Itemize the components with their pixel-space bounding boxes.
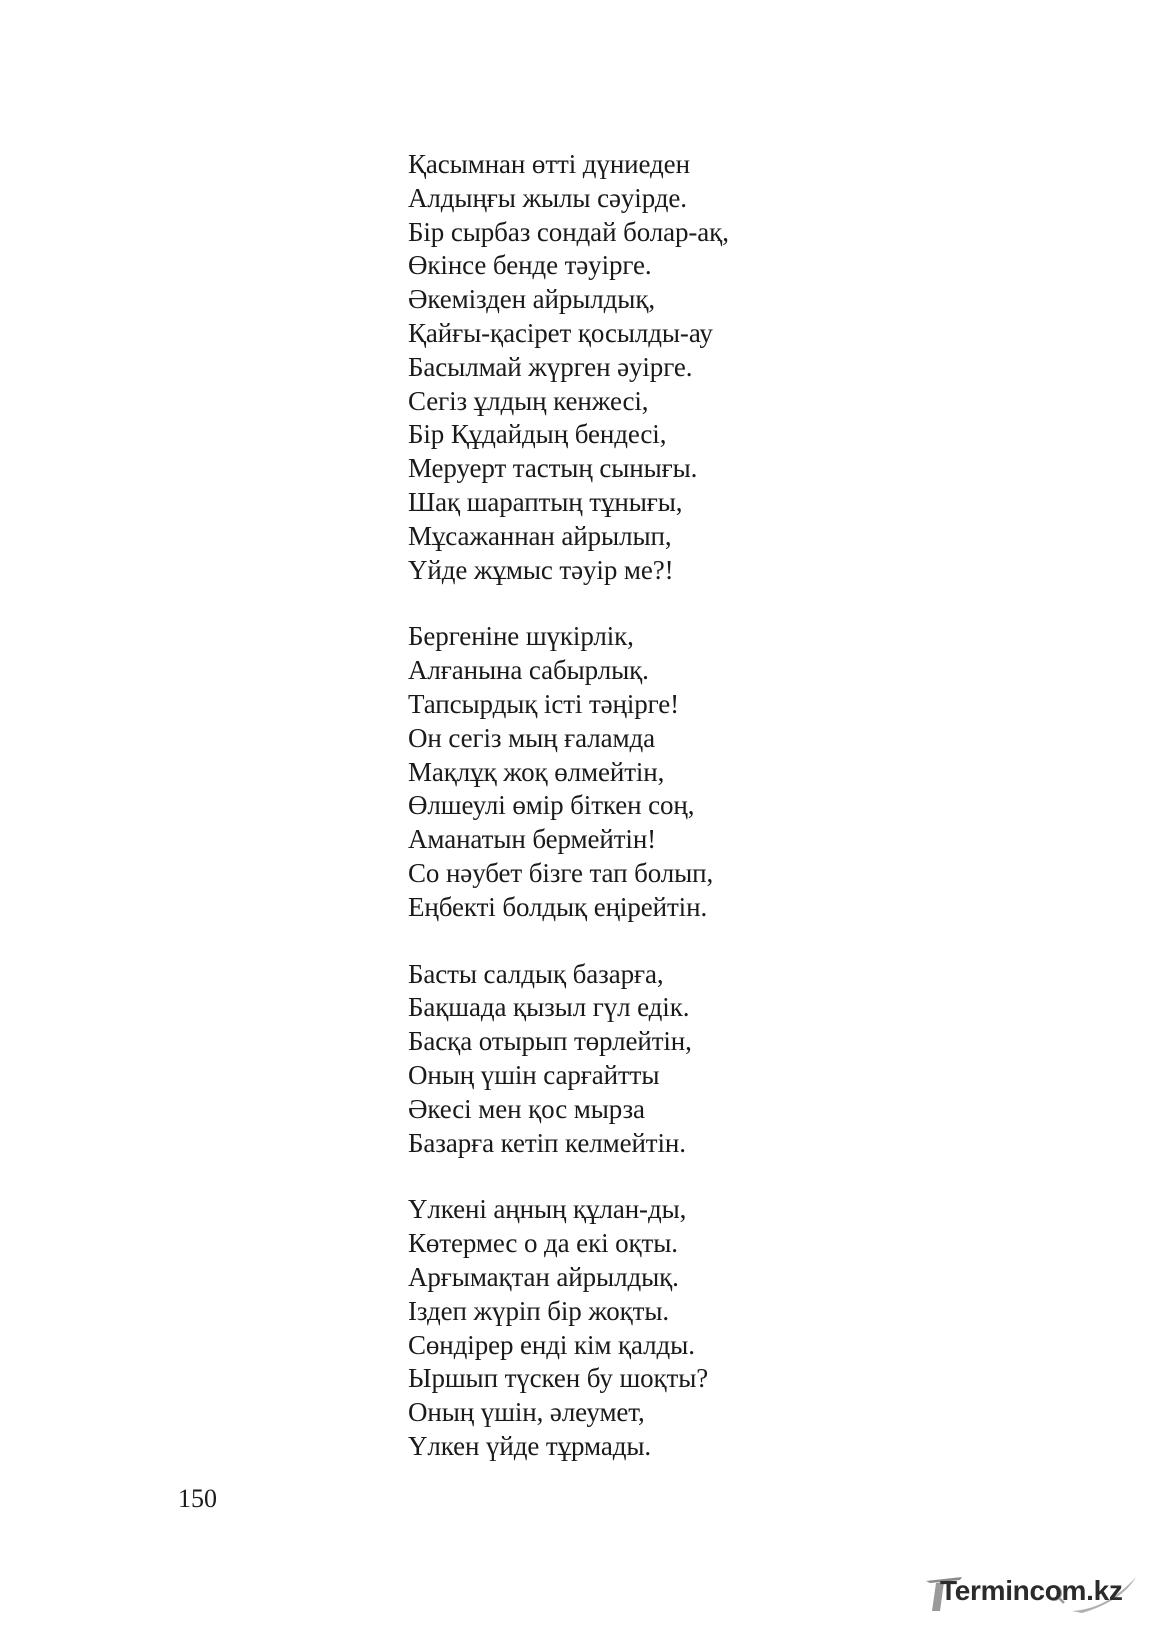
poem-text bbox=[408, 148, 928, 1497]
poem-line: Он сегіз мың ғаламда bbox=[408, 722, 655, 753]
poem-line: Көтермес о да екі оқты. bbox=[408, 1228, 678, 1259]
poem-line: Оның үшін сарғайтты bbox=[408, 1059, 660, 1090]
poem-line: Шақ шараптың тұнығы, bbox=[408, 486, 683, 517]
poem-line: Алдыңғы жылы сәуірде. bbox=[408, 182, 687, 213]
watermark-text: Termincom.kz bbox=[940, 1575, 1123, 1606]
poem-line: Үлкені аңның құлан-ды, bbox=[408, 1194, 687, 1225]
poem-line: Мақлұқ жоқ өлмейтін, bbox=[408, 756, 665, 787]
stanza bbox=[408, 1193, 928, 1463]
poem-line: Бергеніне шүкірлік, bbox=[408, 621, 634, 652]
poem-line: Іздеп жүріп бір жоқты. bbox=[408, 1295, 670, 1326]
poem-line: Бір сырбаз сондай болар-ақ, bbox=[408, 216, 729, 247]
poem-line: Меруерт тастың сынығы. bbox=[408, 453, 698, 484]
poem-line: Әкесі мен қос мырза bbox=[408, 1093, 645, 1124]
watermark bbox=[922, 1571, 1142, 1617]
poem-line: Сөндірер енді кім қалды. bbox=[408, 1329, 695, 1360]
poem-line: Ыршып түскен бу шоқты? bbox=[408, 1363, 709, 1394]
poem-line: Аманатын бермейтін! bbox=[408, 824, 657, 855]
stanza bbox=[408, 148, 928, 587]
poem-line: Еңбекті болдық еңірейтін. bbox=[408, 891, 708, 922]
poem-line: Сегіз ұлдың кенжесі, bbox=[408, 385, 649, 416]
poem-line: Өлшеулі өмір біткен соң, bbox=[408, 790, 695, 821]
poem-line: Басылмай жүрген әуірге. bbox=[408, 351, 693, 382]
poem-line: Басты салдық базарға, bbox=[408, 958, 664, 989]
poem-line: Мұсажаннан айрылып, bbox=[408, 520, 672, 551]
poem-line: Тапсырдық істі тәңірге! bbox=[408, 688, 680, 719]
poem-line: Үйде жұмыс тәуір ме?! bbox=[408, 554, 674, 585]
poem-line: Үлкен үйде тұрмады. bbox=[408, 1430, 652, 1461]
stanza bbox=[408, 620, 928, 924]
poem-line: Әкемізден айрылдық, bbox=[408, 284, 656, 315]
poem-line: Базарға кетіп келмейтін. bbox=[408, 1127, 686, 1158]
poem-line: Бір Құдайдың бендесі, bbox=[408, 419, 667, 450]
stanza bbox=[408, 958, 928, 1161]
page-number: 150 bbox=[178, 1484, 217, 1513]
poem-line: Оның үшін, әлеумет, bbox=[408, 1397, 645, 1428]
poem-line: Қасымнан өтті дүниеден bbox=[408, 149, 690, 179]
poem-line: Арғымақтан айрылдық. bbox=[408, 1261, 679, 1292]
poem-line: Бақшада қызыл гүл едік. bbox=[408, 992, 690, 1023]
poem-line: Со нәубет бізге тап болып, bbox=[408, 857, 714, 888]
poem-line: Алғанына сабырлық. bbox=[408, 655, 649, 686]
poem-line: Басқа отырып төрлейтін, bbox=[408, 1026, 692, 1057]
poem-line: Өкінсе бенде тәуірге. bbox=[408, 250, 652, 281]
poem-line: Қайғы-қасірет қосылды-ау bbox=[408, 317, 713, 348]
